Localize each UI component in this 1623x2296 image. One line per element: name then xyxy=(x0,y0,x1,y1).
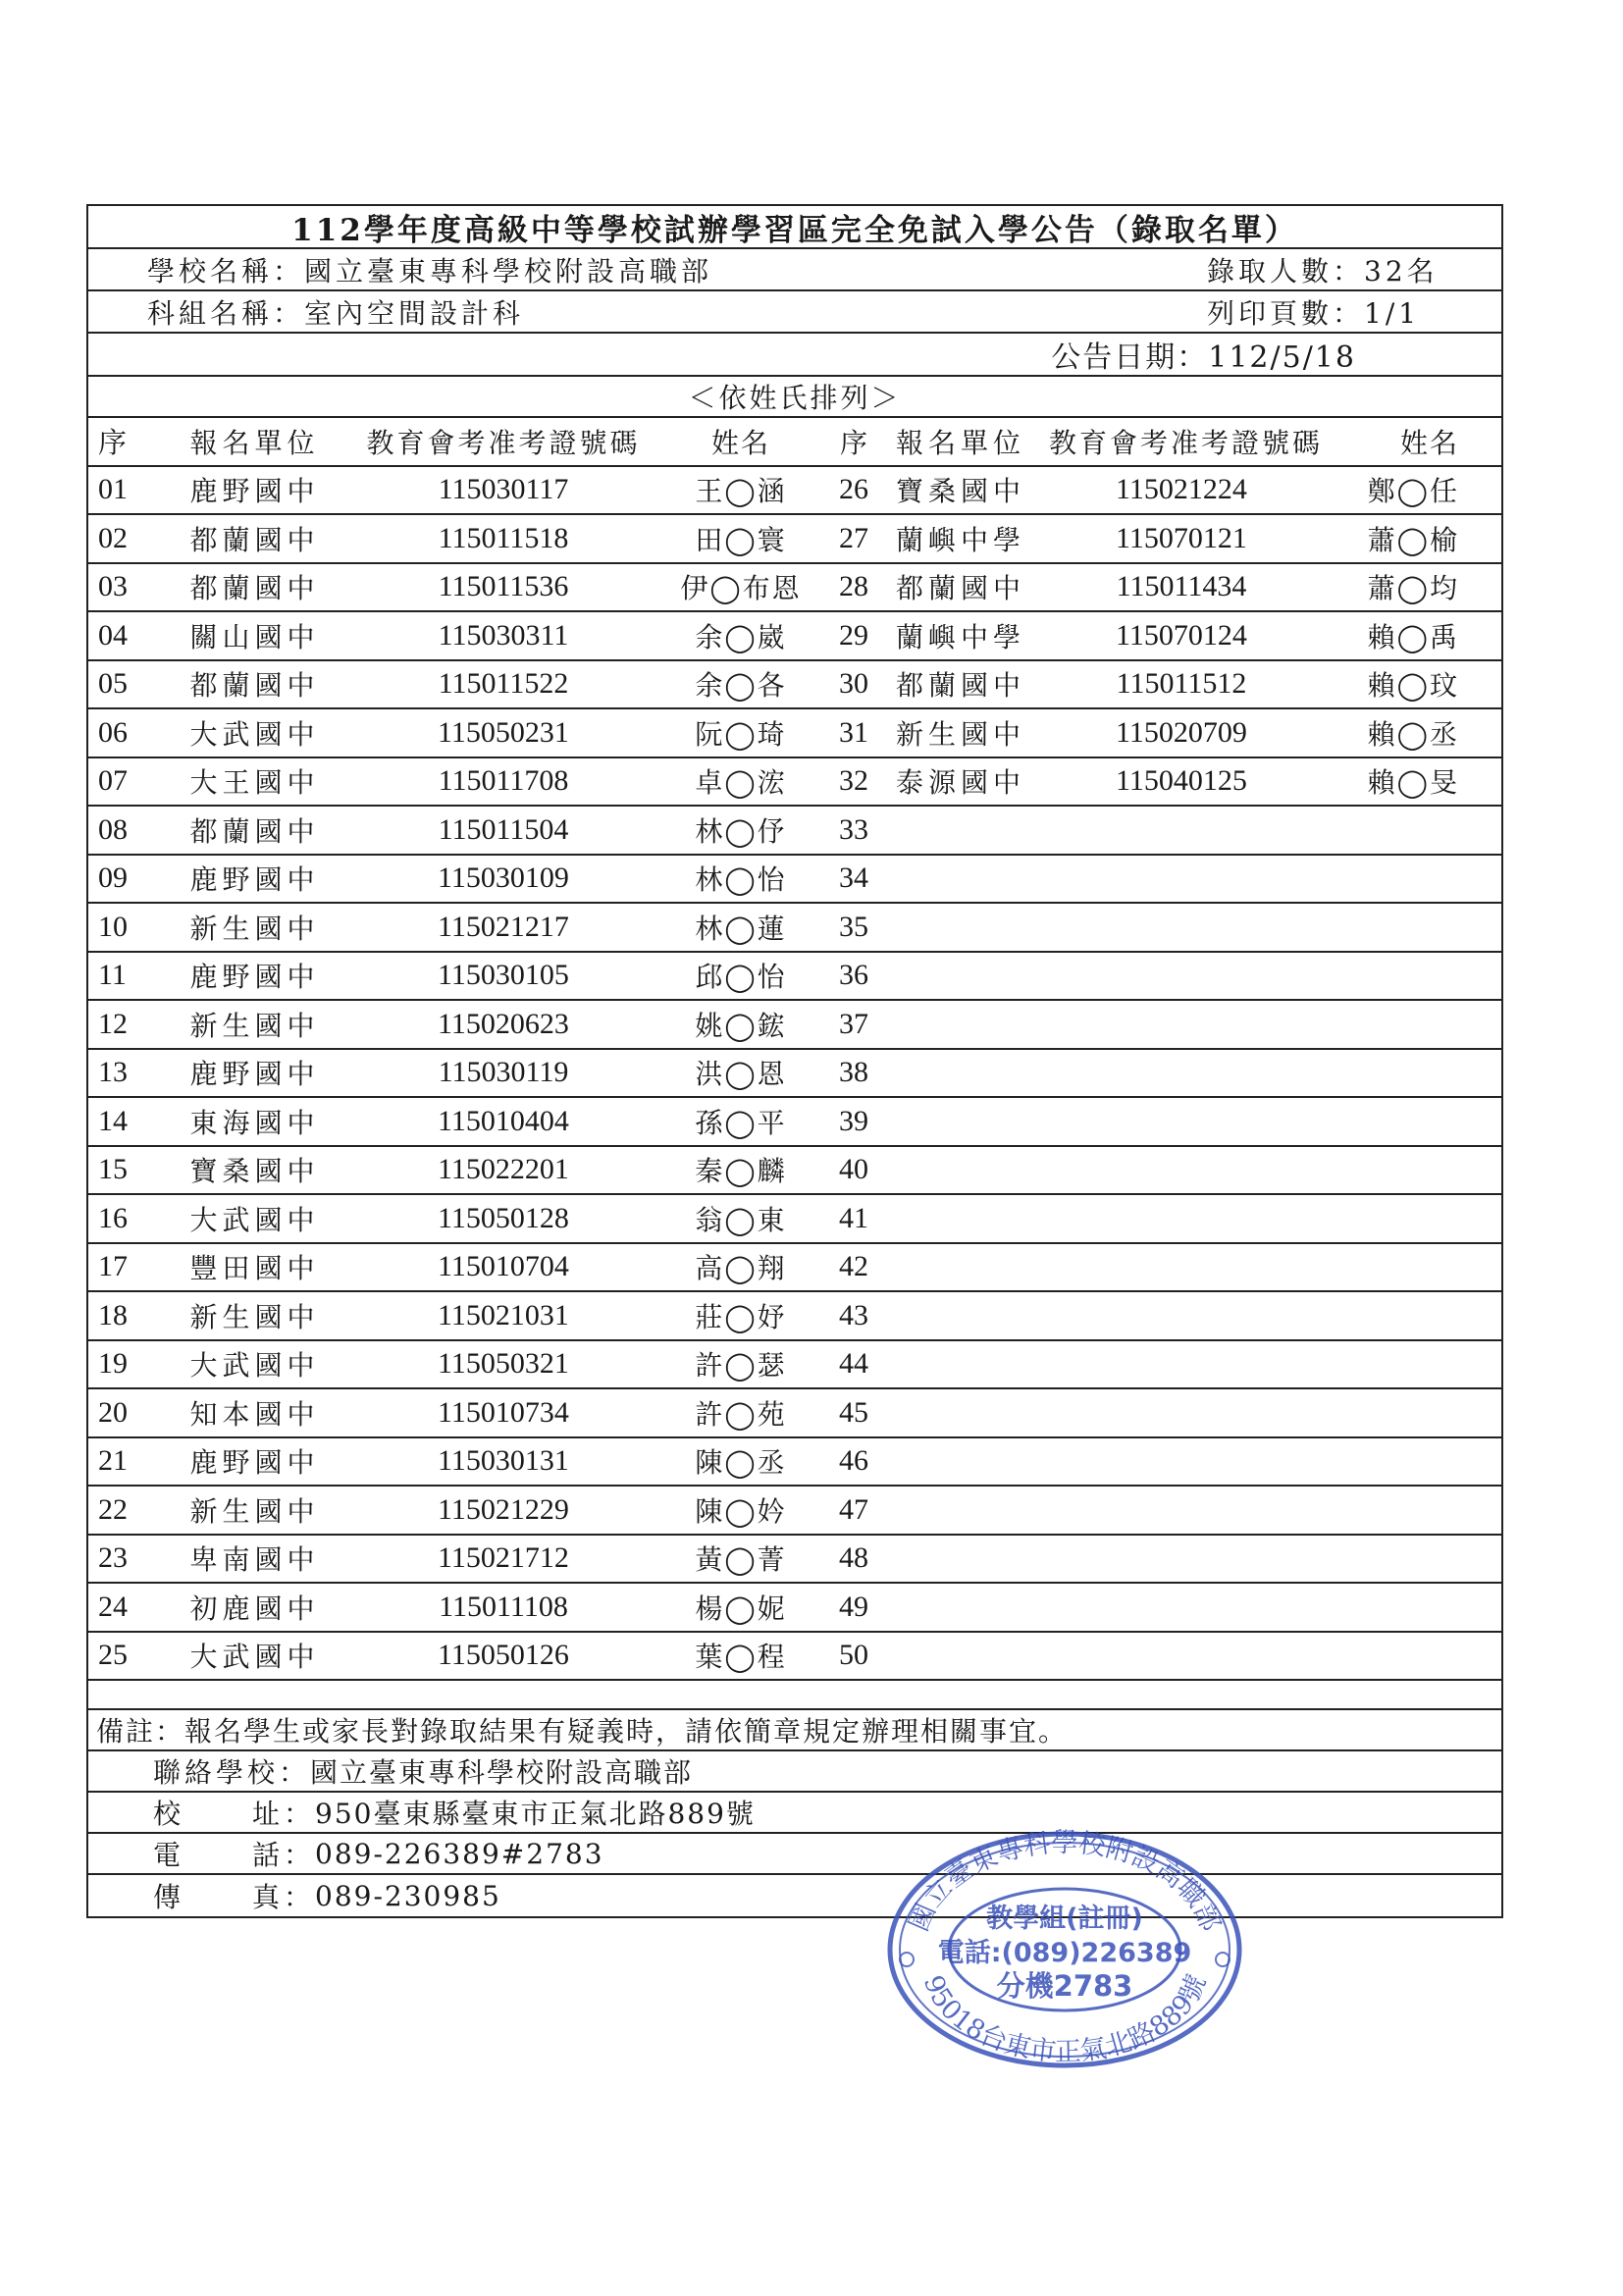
cell-name: 卓◯浤 xyxy=(695,766,787,800)
cell-seq-2: 41 xyxy=(839,1201,868,1234)
cell-seq-2: 31 xyxy=(839,715,868,749)
cell-unit: 大武國中 xyxy=(189,717,320,751)
cell-seq: 01 xyxy=(98,473,128,506)
cell-exam-id: 115050231 xyxy=(438,715,569,749)
table-row xyxy=(88,564,1501,613)
cell-seq: 18 xyxy=(98,1298,128,1331)
table-row xyxy=(88,1584,1501,1633)
admission-list-table xyxy=(86,204,1503,1918)
cell-name: 田◯寰 xyxy=(695,523,787,556)
stamp-flower-left-icon xyxy=(900,1953,914,1966)
contact-address-row xyxy=(88,1793,1501,1834)
cell-seq: 13 xyxy=(98,1056,128,1089)
official-stamp xyxy=(883,1827,1246,2072)
cell-exam-id: 115010734 xyxy=(438,1395,569,1429)
cell-name: 葉◯程 xyxy=(695,1641,787,1674)
contact-school-label: 聯絡學校： xyxy=(153,1756,311,1789)
cell-name: 邱◯怡 xyxy=(695,961,787,994)
cell-name: 許◯苑 xyxy=(695,1397,787,1431)
cell-exam-id: 115030109 xyxy=(438,861,569,895)
cell-unit: 大武國中 xyxy=(189,1641,320,1674)
contact-fax-value: 089-230985 xyxy=(315,1879,501,1912)
cell-exam-id: 115011536 xyxy=(438,570,569,603)
cell-unit: 初鹿國中 xyxy=(189,1592,320,1625)
stamp-address-text: 95018台東市正氣北路889號 xyxy=(916,1970,1213,2068)
cell-exam-id-2: 115070121 xyxy=(1116,521,1247,554)
table-row xyxy=(88,1341,1501,1390)
table-row xyxy=(88,1633,1501,1682)
cell-name: 陳◯妗 xyxy=(695,1494,787,1528)
cell-unit: 寶桑國中 xyxy=(189,1155,320,1188)
cell-unit: 都蘭國中 xyxy=(189,572,320,605)
cell-unit: 鹿野國中 xyxy=(189,1058,320,1091)
announce-date: 公告日期：112/5/18 xyxy=(88,334,1501,377)
cell-exam-id: 115050321 xyxy=(438,1347,569,1381)
cell-exam-id-2: 115040125 xyxy=(1116,764,1247,798)
stamp-ext-text: 分機2783 xyxy=(996,1969,1133,2003)
table-row xyxy=(88,856,1501,905)
cell-seq-2: 44 xyxy=(839,1347,868,1381)
cell-name: 余◯各 xyxy=(695,669,787,703)
table-row xyxy=(88,661,1501,710)
cell-seq: 20 xyxy=(98,1395,128,1429)
cell-seq: 15 xyxy=(98,1153,128,1186)
cell-seq: 14 xyxy=(98,1104,128,1137)
cell-unit-2: 都蘭國中 xyxy=(896,572,1026,605)
cell-name-2: 蕭◯均 xyxy=(1367,572,1459,605)
address-label-a: 校 xyxy=(153,1798,185,1830)
table-row xyxy=(88,953,1501,1002)
cell-name-2: 賴◯旻 xyxy=(1367,766,1459,800)
cell-seq: 02 xyxy=(98,521,128,554)
header-name: 姓名 xyxy=(710,426,770,459)
cell-unit: 新生國中 xyxy=(189,1300,320,1333)
table-header xyxy=(88,418,1501,467)
document-title: 112學年度高級中等學校試辦學習區完全免試入學公告（錄取名單） xyxy=(88,206,1501,249)
table-row xyxy=(88,709,1501,758)
cell-exam-id-2: 115011434 xyxy=(1116,570,1247,603)
cell-seq-2: 38 xyxy=(839,1056,868,1089)
cell-name: 許◯瑟 xyxy=(695,1349,787,1383)
cell-exam-id: 115030311 xyxy=(438,618,569,652)
cell-name: 翁◯東 xyxy=(695,1203,787,1236)
cell-exam-id: 115021031 xyxy=(438,1298,569,1331)
cell-unit-2: 寶桑國中 xyxy=(896,475,1026,508)
admitted-count: 32名 xyxy=(1364,254,1439,287)
cell-seq: 12 xyxy=(98,1007,128,1040)
cell-seq-2: 37 xyxy=(839,1007,868,1040)
cell-unit: 新生國中 xyxy=(189,1494,320,1528)
table-row xyxy=(88,1536,1501,1585)
cell-exam-id-2: 115070124 xyxy=(1116,618,1247,652)
cell-unit: 關山國中 xyxy=(189,620,320,653)
cell-exam-id: 115021712 xyxy=(438,1541,569,1575)
cell-name: 秦◯麟 xyxy=(695,1155,787,1188)
stamp-org-text: 國立臺東專科學校附設高職部 xyxy=(903,1828,1227,1936)
cell-name: 伊◯布恩 xyxy=(680,572,802,605)
stamp-unit-text: 教學組(註冊) xyxy=(986,1904,1143,1934)
department-name: 室內空間設計科 xyxy=(304,296,525,330)
cell-seq: 11 xyxy=(98,959,127,992)
cell-seq: 05 xyxy=(98,667,128,701)
contact-school-value: 國立臺東專科學校附設高職部 xyxy=(310,1756,694,1789)
cell-name: 林◯怡 xyxy=(695,863,787,897)
table-row xyxy=(88,807,1501,856)
cell-unit: 鹿野國中 xyxy=(189,863,320,897)
cell-name: 黃◯菁 xyxy=(695,1543,787,1577)
cell-exam-id: 115021229 xyxy=(438,1492,569,1526)
cell-seq-2: 27 xyxy=(839,521,868,554)
cell-exam-id: 115050126 xyxy=(438,1639,569,1672)
table-row xyxy=(88,1244,1501,1293)
cell-unit: 卑南國中 xyxy=(189,1543,320,1577)
cell-name: 王◯涵 xyxy=(695,475,787,508)
cell-unit: 新生國中 xyxy=(189,912,320,945)
cell-unit: 大王國中 xyxy=(189,766,320,800)
cell-seq-2: 43 xyxy=(839,1298,868,1331)
cell-unit: 都蘭國中 xyxy=(189,669,320,703)
cell-seq-2: 49 xyxy=(839,1590,868,1623)
cell-name: 林◯伃 xyxy=(695,814,787,848)
cell-exam-id: 115011518 xyxy=(438,521,569,554)
cell-seq: 04 xyxy=(98,618,128,652)
contact-phone-row xyxy=(88,1834,1501,1875)
cell-seq: 17 xyxy=(98,1250,128,1283)
cell-name: 楊◯妮 xyxy=(695,1592,787,1625)
header-exam-id-2: 教育會考准考證號碼 xyxy=(1049,426,1324,459)
school-label: 學校名稱： xyxy=(147,254,305,287)
cell-exam-id: 115030105 xyxy=(438,959,569,992)
cell-unit: 東海國中 xyxy=(189,1106,320,1139)
cell-seq: 24 xyxy=(98,1590,128,1623)
cell-seq: 23 xyxy=(98,1541,128,1575)
fax-label-b: 真： xyxy=(251,1881,315,1913)
cell-seq-2: 35 xyxy=(839,910,868,943)
cell-unit-2: 新生國中 xyxy=(896,717,1026,751)
cell-name-2: 鄭◯任 xyxy=(1367,475,1459,508)
cell-exam-id: 115011522 xyxy=(438,667,569,701)
table-row xyxy=(88,515,1501,564)
cell-seq-2: 39 xyxy=(839,1104,868,1137)
cell-seq: 06 xyxy=(98,715,128,749)
table-row xyxy=(88,1487,1501,1536)
blank-spacer-row xyxy=(88,1681,1501,1710)
cell-unit-2: 蘭嶼中學 xyxy=(896,620,1026,653)
cell-name: 姚◯鋐 xyxy=(695,1009,787,1042)
table-row xyxy=(88,1050,1501,1099)
cell-name: 高◯翔 xyxy=(695,1252,787,1285)
header-unit-2: 報名單位 xyxy=(896,426,1026,459)
cell-unit-2: 都蘭國中 xyxy=(896,669,1026,703)
cell-exam-id: 115011504 xyxy=(438,812,569,846)
cell-seq-2: 47 xyxy=(839,1492,868,1526)
cell-seq-2: 28 xyxy=(839,570,868,603)
table-row xyxy=(88,1001,1501,1050)
address-label-b: 址： xyxy=(251,1798,315,1830)
print-pages-value: 1/1 xyxy=(1364,296,1421,330)
cell-seq-2: 42 xyxy=(839,1250,868,1283)
header-name-2: 姓名 xyxy=(1399,426,1459,459)
cell-seq-2: 45 xyxy=(839,1395,868,1429)
cell-unit: 都蘭國中 xyxy=(189,523,320,556)
school-row xyxy=(88,249,1501,291)
print-pages-label: 列印頁數： xyxy=(1207,296,1365,330)
cell-seq: 10 xyxy=(98,910,128,943)
cell-seq: 03 xyxy=(98,570,128,603)
cell-name: 林◯蓮 xyxy=(695,912,787,945)
contact-fax-row xyxy=(88,1875,1501,1916)
cell-exam-id: 115011708 xyxy=(438,764,569,798)
cell-name-2: 賴◯丞 xyxy=(1367,717,1459,751)
cell-name-2: 賴◯玟 xyxy=(1367,669,1459,703)
cell-unit-2: 蘭嶼中學 xyxy=(896,523,1026,556)
cell-seq-2: 32 xyxy=(839,764,868,798)
cell-exam-id-2: 115011512 xyxy=(1116,667,1247,701)
cell-name: 莊◯妤 xyxy=(695,1300,787,1333)
table-row xyxy=(88,904,1501,953)
cell-exam-id-2: 115021224 xyxy=(1116,473,1247,506)
admitted-label: 錄取人數： xyxy=(1207,254,1365,287)
contact-phone-value: 089-226389#2783 xyxy=(315,1837,604,1870)
header-exam-id: 教育會考准考證號碼 xyxy=(366,426,641,459)
cell-seq: 09 xyxy=(98,861,128,895)
cell-unit: 鹿野國中 xyxy=(189,961,320,994)
table-row xyxy=(88,1147,1501,1196)
phone-label-b: 話： xyxy=(251,1839,315,1871)
cell-unit: 大武國中 xyxy=(189,1203,320,1236)
table-row xyxy=(88,1389,1501,1438)
cell-seq: 19 xyxy=(98,1347,128,1381)
fax-label-a: 傳 xyxy=(153,1881,185,1913)
cell-name-2: 賴◯禹 xyxy=(1367,620,1459,653)
stamp-phone-text: 電話:(089)226389 xyxy=(937,1938,1192,1968)
cell-name: 陳◯丞 xyxy=(695,1446,787,1480)
cell-exam-id: 115030117 xyxy=(438,473,569,506)
contact-school-row xyxy=(88,1751,1501,1793)
cell-unit: 都蘭國中 xyxy=(189,814,320,848)
header-unit: 報名單位 xyxy=(189,426,320,459)
cell-seq-2: 46 xyxy=(839,1444,868,1478)
cell-unit: 鹿野國中 xyxy=(189,475,320,508)
stamp-flower-right-icon xyxy=(1216,1953,1230,1966)
cell-unit: 大武國中 xyxy=(189,1349,320,1383)
table-row xyxy=(88,1195,1501,1244)
cell-name-2: 蕭◯榆 xyxy=(1367,523,1459,556)
cell-seq: 25 xyxy=(98,1639,128,1672)
cell-name: 余◯崴 xyxy=(695,620,787,653)
table-row xyxy=(88,1098,1501,1147)
department-label: 科組名稱： xyxy=(147,296,305,330)
cell-seq-2: 48 xyxy=(839,1541,868,1575)
cell-unit: 鹿野國中 xyxy=(189,1446,320,1480)
cell-seq-2: 26 xyxy=(839,473,868,506)
cell-unit: 新生國中 xyxy=(189,1009,320,1042)
cell-seq: 22 xyxy=(98,1492,128,1526)
cell-exam-id: 115030131 xyxy=(438,1444,569,1478)
cell-unit: 知本國中 xyxy=(189,1397,320,1431)
cell-unit: 豐田國中 xyxy=(189,1252,320,1285)
cell-exam-id: 115030119 xyxy=(438,1056,569,1089)
table-row xyxy=(88,1438,1501,1487)
cell-seq-2: 30 xyxy=(839,667,868,701)
cell-seq-2: 50 xyxy=(839,1639,868,1672)
cell-exam-id: 115021217 xyxy=(438,910,569,943)
cell-name: 阮◯琦 xyxy=(695,717,787,751)
cell-exam-id: 115010704 xyxy=(438,1250,569,1283)
cell-seq-2: 29 xyxy=(839,618,868,652)
cell-exam-id-2: 115020709 xyxy=(1116,715,1247,749)
cell-seq-2: 36 xyxy=(839,959,868,992)
table-row xyxy=(88,612,1501,661)
cell-seq-2: 40 xyxy=(839,1153,868,1186)
cell-name: 孫◯平 xyxy=(695,1106,787,1139)
cell-exam-id: 115011108 xyxy=(439,1590,568,1623)
remark: 備註：報名學生或家長對錄取結果有疑義時，請依簡章規定辦理相關事宜。 xyxy=(88,1710,1501,1751)
table-row xyxy=(88,467,1501,516)
table-row xyxy=(88,1292,1501,1341)
table-row xyxy=(88,758,1501,808)
contact-address-value: 950臺東縣臺東市正氣北路889號 xyxy=(315,1798,756,1830)
cell-seq: 08 xyxy=(98,812,128,846)
school-name: 國立臺東專科學校附設高職部 xyxy=(304,254,713,287)
cell-seq: 16 xyxy=(98,1201,128,1234)
cell-exam-id: 115010404 xyxy=(438,1104,569,1137)
cell-exam-id: 115050128 xyxy=(438,1201,569,1234)
cell-exam-id: 115022201 xyxy=(438,1153,569,1186)
phone-label-a: 電 xyxy=(153,1839,185,1871)
cell-seq-2: 34 xyxy=(839,861,868,895)
cell-name: 洪◯恩 xyxy=(695,1058,787,1091)
table-body xyxy=(88,467,1501,1682)
cell-seq-2: 33 xyxy=(839,812,868,846)
cell-unit-2: 泰源國中 xyxy=(896,766,1026,800)
header-seq: 序 xyxy=(98,426,128,460)
cell-seq: 07 xyxy=(98,764,128,798)
sort-note: ＜依姓氏排列＞ xyxy=(88,377,1501,418)
header-seq-2: 序 xyxy=(839,426,867,459)
cell-seq: 21 xyxy=(98,1444,128,1478)
cell-exam-id: 115020623 xyxy=(438,1007,569,1040)
department-row xyxy=(88,291,1501,334)
